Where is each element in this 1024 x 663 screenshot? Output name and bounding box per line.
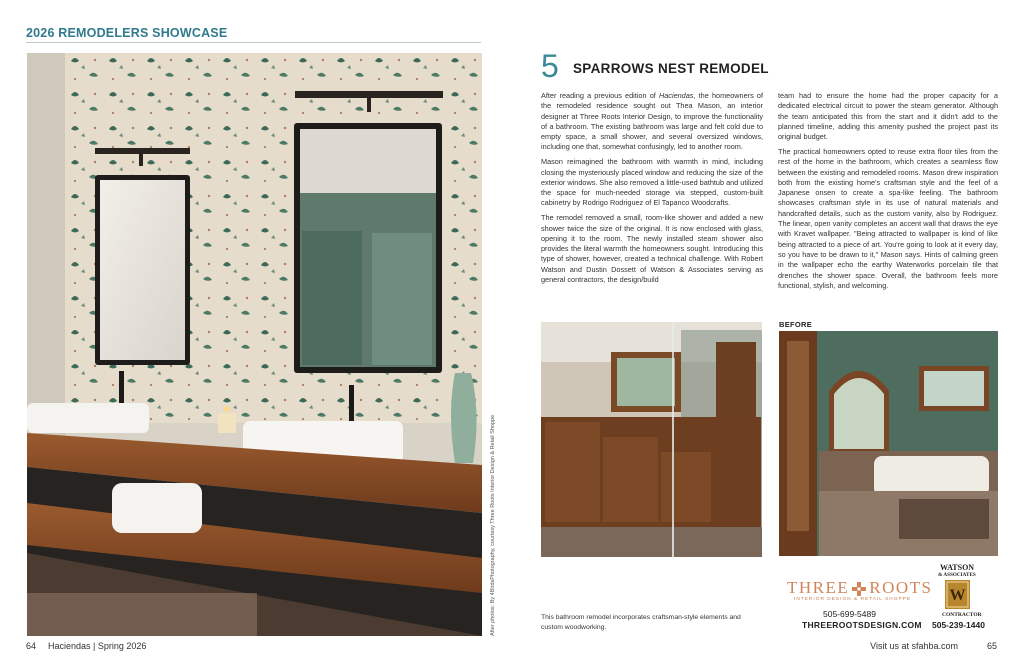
before-bathroom-photo: [779, 331, 998, 556]
three-roots-name-left: THREE: [787, 578, 850, 597]
paragraph: The practical homeowners opted to reuse extra floor tiles from the rest of the home in the bathroom, which creates a seamless flow between the existing and remodeled rooms. Mason drew inspiration both from the existing home's craftsman style and the feel of a Japanese onsen to create a spa-like feeling. The bathroom showcases craftsman style in its use of natural materials and handcrafted details, such as the custom vanity, also by Rodriguez. The linear, open vanity completes an accent wall that draws the eye with Kravet wallpaper. "Being attracted to wallpaper is kind of like being attracted to a piece of art. You're going to look at it every day, so you have to be drawn to it," Mason says. Hints of calming green in the wallpaper echo the earthy Waterworks porcelain tile that drenches the shower space. Overall, the bathroom feels more functional, stylish, and welcoming.: [778, 146, 998, 290]
watson-logo-letter: W: [949, 587, 966, 604]
three-roots-subtitle: INTERIOR DESIGN & RETAIL SHOPPE: [794, 597, 912, 602]
three-roots-logo[interactable]: [787, 578, 933, 598]
section-title: 2026 REMODELERS SHOWCASE: [26, 26, 228, 40]
photo-caption: This bathroom remodel incorporates craftsman-style elements and custom woodworking.: [541, 614, 741, 631]
three-roots-name-right: ROOTS: [869, 578, 933, 597]
three-roots-website[interactable]: THREEROOTSDESIGN.COM: [802, 620, 922, 630]
before-label: BEFORE: [779, 320, 813, 329]
watson-name: WATSON: [940, 563, 975, 572]
watson-contractor-label: CONTRACTOR: [942, 612, 982, 618]
three-roots-phone[interactable]: 505-699-5489: [823, 609, 876, 619]
article-column-2: [778, 91, 998, 296]
paragraph: The remodel removed a small, room-like shower and added a new shower twice the size of the original. It is now enclosed with glass, opening it to the room. The newly installed steam shower also provides the literal warmth the homeowners sought. Introducing this type of shower, however, created a technical challenge. With Robert Watson and Dustin Dossett of Watson & Associates serving as general contractors, the design/build: [541, 213, 763, 285]
story-headline: SPARROWS NEST REMODEL: [573, 61, 769, 76]
article-column-1: [541, 91, 763, 290]
paragraph: Mason reimagined the bathroom with warmth in mind, including closing the mysteriously placed window and reducing the size of the exterior windows. She also removed a little-used bathtub and utilized the space for much-needed storage via stepped, custom-built cabinetry by Rodrigo Rodriguez of El Tapanco Woodcrafts.: [541, 157, 763, 208]
magazine-issue: Haciendas | Spring 2026: [48, 641, 147, 651]
watson-phone[interactable]: 505-239-1440: [932, 620, 985, 630]
page-number-left: 64: [26, 641, 37, 651]
photo-credit-text: After photos: By 4BirdsPhotography, courtesy Three Roots Interior Design & Retail Shoppe: [490, 414, 496, 636]
after-cabinetry-photo: [541, 322, 762, 557]
paragraph: team had to ensure the home had the proper capacity for a dedicated electrical circuit to power the steam generator. Although the team anticipated this from the start and it didn't add to the planned timeline, adding this amenity pushed the project past its original budget.: [778, 91, 998, 142]
header-rule: [26, 42, 481, 43]
watson-logo[interactable]: [945, 580, 970, 609]
page-number-right: 65: [986, 641, 997, 651]
story-number: 5: [541, 48, 559, 84]
main-bathroom-photo: [27, 53, 482, 636]
visit-website[interactable]: Visit us at sfahba.com: [870, 641, 958, 651]
photo-credit: [486, 400, 500, 636]
cross-ornament-icon: [852, 581, 866, 595]
watson-subtitle: & ASSOCIATES: [938, 572, 976, 578]
paragraph: After reading a previous edition of Haciendas, the homeowners of the remodeled residence sought out Thea Mason, an interior designer at Three Roots Interior Design, to improve the functionality of a bathroom. The existing bathroom was large and felt cold due to empty space, a small shower, and several oversized windows, including one that, somewhat confusingly, led to another room.: [541, 91, 763, 152]
